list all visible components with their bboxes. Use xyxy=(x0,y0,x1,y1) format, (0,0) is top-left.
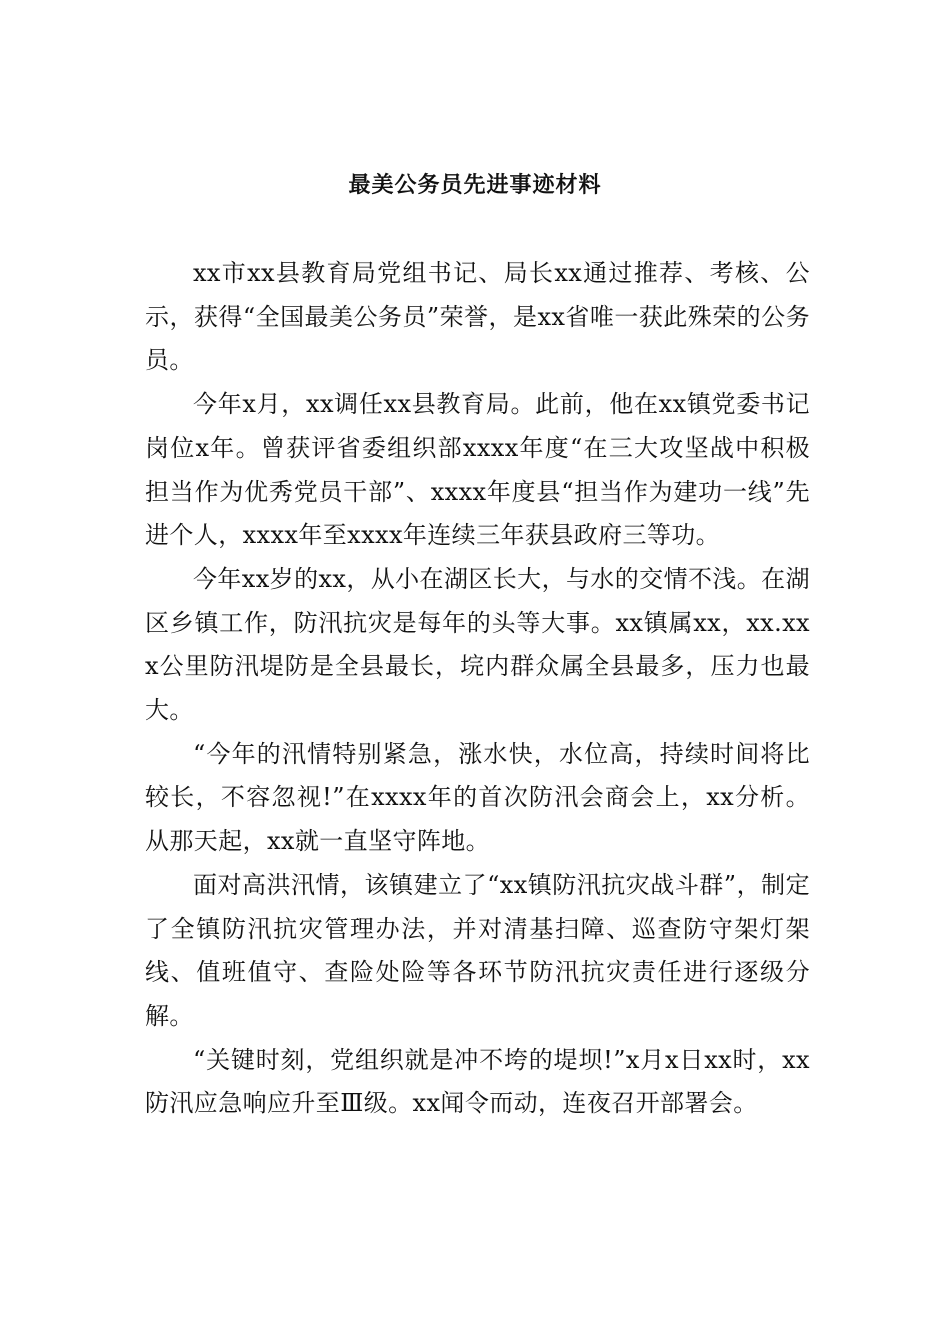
document-body xyxy=(145,252,810,1126)
paragraph-2: 今年x月，xx调任xx县教育局。此前，他在xx镇党委书记岗位x年。曾获评省委组织部xxxx年度“在三大攻坚战中积极担当作为优秀党员干部”、xxxx年度县“担当作为建功一线”先进个人，xxxx年至xxxx年连续三年获县政府三等功。 xyxy=(145,390,810,550)
paragraph-3: 今年xx岁的xx，从小在湖区长大，与水的交情不浅。在湖区乡镇工作，防汛抗灾是每年的头等大事。xx镇属xx，xx.xxx公里防汛堤防是全县最长，垸内群众属全县最多，压力也最大。 xyxy=(145,564,810,725)
paragraph-1: xx市xx县教育局党组书记、局长xx通过推荐、考核、公示，获得“全国最美公务员”荣誉，是xx省唯一获此殊荣的公务员。 xyxy=(145,259,810,375)
paragraph-5: 面对高洪汛情，该镇建立了“xx镇防汛抗灾战斗群”，制定了全镇防汛抗灾管理办法，并对清基扫障、巡查防守架灯架线、值班值守、查险处险等各环节防汛抗灾责任进行逐级分解。 xyxy=(145,870,810,1030)
document-title: 最美公务员先进事迹材料 xyxy=(348,172,602,198)
paragraph-6: “关键时刻，党组织就是冲不垮的堤坝!”x月x日xx时，xx防汛应急响应升至Ⅲ级。xx闻令而动，连夜召开部署会。 xyxy=(145,1045,810,1118)
paragraph-4: “今年的汛情特别紧急，涨水快，水位高，持续时间将比较长，不容忽视!”在xxxx年的首次防汛会商会上，xx分析。从那天起，xx就一直坚守阵地。 xyxy=(145,739,810,856)
